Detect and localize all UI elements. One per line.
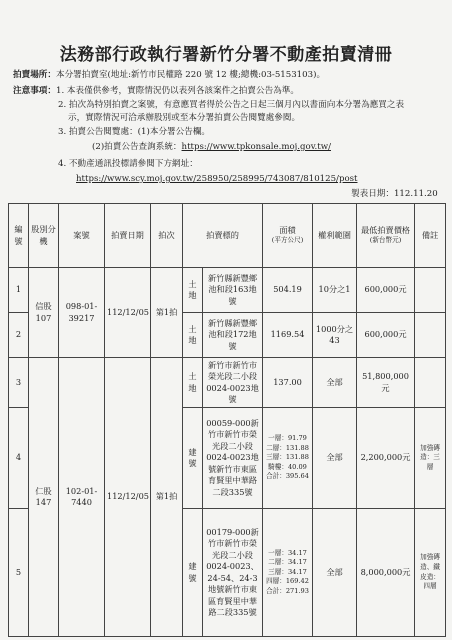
header-object: 拍賣標的	[183, 204, 263, 268]
auction-table	[8, 203, 446, 637]
note-2b: 示，實際情況可洽承辦股別或至本分署拍賣公告閱覽處參閱。	[68, 113, 301, 123]
note-3b-prefix: (2)拍賣公告查詢系統：	[92, 142, 182, 152]
notes-line-1	[13, 85, 299, 97]
table-header-row	[9, 204, 446, 268]
header-price	[357, 204, 415, 268]
note-2a: 2. 拍次為特別拍賣之案號，有意應買者得於公告之日起三個月內以書面向本分署為應買之表	[58, 100, 405, 110]
row-area: 一層：34.17 二層：34.17 三層：34.17 四層：169.42 合計：271.93	[263, 509, 313, 637]
row-price: 2,200,000元	[357, 408, 415, 509]
row-kind: 土地	[183, 358, 203, 408]
header-round: 拍次	[151, 204, 183, 268]
auction-place-text: 本分署拍賣室(地址:新竹市民權路 220 號 12 樓;總機:03-5153103)。	[55, 70, 326, 80]
group-round: 第1拍	[151, 358, 183, 637]
row-rights: 10分之1	[313, 268, 357, 313]
row-area: 1169.54	[263, 313, 313, 358]
group-unit: 信股107	[29, 268, 59, 358]
row-kind: 建號	[183, 408, 203, 509]
row-area: 137.00	[263, 358, 313, 408]
table-date: 製表日期：112.11.20	[351, 189, 438, 199]
row-object: 00179-000新竹市新竹市榮光段二小段0024-0023、24-54、24-3地號新竹市東區育賢里中華路二段335號	[203, 509, 263, 637]
group-round: 第1拍	[151, 268, 183, 358]
row-kind: 土地	[183, 268, 203, 313]
page-title: 法務部行政執行署新竹分署不動產拍賣清冊	[59, 45, 393, 65]
row-no: 3	[9, 358, 29, 408]
row-object: 新竹縣新豐鄉池和段163地號	[203, 268, 263, 313]
header-date: 拍賣日期	[105, 204, 151, 268]
row-price: 600,000元	[357, 313, 415, 358]
row-rights: 全部	[313, 358, 357, 408]
group-date: 112/12/05	[105, 358, 151, 637]
row-remark	[415, 358, 446, 408]
header-unit: 股別分機	[29, 204, 59, 268]
row-remark: 加強磚造、鐵皮造：四層	[415, 509, 446, 637]
header-area-main: 面積	[279, 224, 296, 235]
row-area: 一層：91.79 二層：131.88 三層：131.88 騎樓：40.09 合計：395.64	[263, 408, 313, 509]
row-rights: 全部	[313, 408, 357, 509]
table-row	[9, 358, 446, 408]
row-object: 新竹市新竹市榮光段二小段0024-0023地號	[203, 358, 263, 408]
header-price-main: 最低拍賣價格	[360, 224, 411, 235]
row-object: 新竹縣新豐鄉池和段172地號	[203, 313, 263, 358]
row-remark	[415, 313, 446, 358]
auction-place-line	[13, 69, 325, 81]
row-kind: 土地	[183, 313, 203, 358]
header-remark: 備註	[415, 204, 446, 268]
auction-place-label: 拍賣場所：	[13, 70, 56, 80]
notes-label: 注意事項：	[13, 86, 56, 96]
tpkonsale-link[interactable]: https://www.tpkonsale.moj.gov.tw/	[181, 142, 331, 152]
note-4: 4. 不動產通訊投標請參閱下方網址：	[58, 159, 198, 169]
row-price: 600,000元	[357, 268, 415, 313]
note-1: 1. 本表僅供參考，實際情況仍以表列各該案件之拍賣公告為準。	[55, 86, 299, 96]
header-area	[263, 204, 313, 268]
row-rights: 全部	[313, 509, 357, 637]
header-rights: 權利範圍	[313, 204, 357, 268]
row-price: 8,000,000元	[357, 509, 415, 637]
row-no: 2	[9, 313, 29, 358]
row-remark	[415, 268, 446, 313]
row-price: 51,800,000元	[357, 358, 415, 408]
group-case: 098-01-39217	[59, 268, 105, 358]
row-rights: 1000分之43	[313, 313, 357, 358]
header-price-unit: (新台幣元)	[369, 236, 402, 245]
post-bidding-link[interactable]: https://www.scy.moj.gov.tw/258950/258995/743087/810125/post	[76, 174, 358, 184]
header-area-unit: (平方公尺)	[271, 236, 304, 245]
row-object: 00059-000新竹市新竹市榮光段二小段0024-0023地號新竹市東區育賢里中華路二段335號	[203, 408, 263, 509]
row-no: 1	[9, 268, 29, 313]
row-no: 5	[9, 509, 29, 637]
group-case: 102-01-7440	[59, 358, 105, 637]
note-3: 3. 拍賣公告閱覽處：(1)本分署公告欄。	[58, 127, 211, 137]
row-kind: 建號	[183, 509, 203, 637]
note-3b	[92, 141, 331, 153]
header-no: 編號	[9, 204, 29, 268]
table-row	[9, 268, 446, 313]
row-remark: 加強磚造：三層	[415, 408, 446, 509]
group-unit: 仁股147	[29, 358, 59, 637]
group-date: 112/12/05	[105, 268, 151, 358]
row-no: 4	[9, 408, 29, 509]
header-case: 案號	[59, 204, 105, 268]
row-area: 504.19	[263, 268, 313, 313]
